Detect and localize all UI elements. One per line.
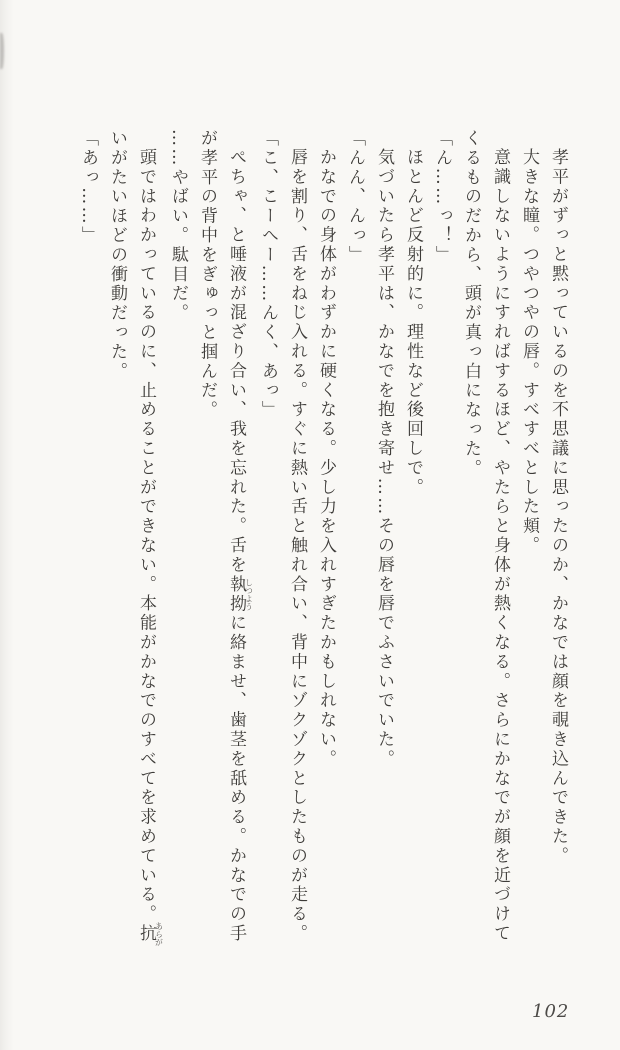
text-line — [131, 129, 163, 945]
text-run: 「ん……っ！」 — [432, 129, 452, 265]
text-run: 意識しないようにすればするほど、やたらと身体が熱くなる。さらにかなでが顔を近づけて — [490, 148, 510, 944]
text-line — [456, 129, 485, 945]
furigana-term: 執拗しつよう — [226, 574, 254, 614]
furigana-reading: あらが — [154, 921, 164, 946]
text-run: 大きな瞳。つやつやの唇。すべすべとした頬。 — [519, 148, 539, 556]
text-line — [192, 129, 221, 945]
text-line — [311, 129, 340, 945]
furigana-reading: しつよう — [244, 574, 254, 614]
text-line — [427, 129, 456, 945]
text-line — [340, 129, 369, 945]
text-run: 頭ではわかっているのに、止めることができない。本能がかなでのすべてを求めている。 — [136, 148, 156, 924]
text-run: 唇を割り、舌をねじ入れる。すぐに熱い舌と触れ合い、背中にゾクゾクとしたものが走る。 — [287, 148, 307, 944]
text-run: いがたいほどの衝動だった。 — [107, 129, 127, 382]
text-run: かなでの身体がわずかに硬くなる。少し力を入れすぎたかもしれない。 — [316, 148, 336, 769]
text-block — [73, 129, 572, 945]
text-run: 孝平がずっと黙っているのを不思議に思ったのか、かなでは顔を覗き込んできた。 — [548, 148, 568, 866]
text-line — [102, 129, 131, 945]
text-run: ぺちゃ、と唾液が混ざり合い、我を忘れた。舌を — [226, 148, 246, 575]
text-run: に絡ませ、歯茎を舐める。かなでの手 — [226, 613, 246, 944]
page-number: 102 — [532, 1001, 570, 1022]
text-line — [221, 129, 253, 945]
text-line — [369, 129, 398, 945]
left-edge-shadow — [0, 0, 14, 1050]
text-run: くるものだから、頭が真っ白になった。 — [461, 129, 481, 479]
text-run: 「こ、こーへー……んく、あっ」 — [258, 129, 278, 420]
text-line — [398, 129, 427, 945]
text-line — [73, 129, 102, 945]
text-run: が孝平の背中をぎゅっと掴んだ。 — [197, 129, 217, 420]
text-run: 「あっ……」 — [78, 129, 98, 246]
text-line — [514, 129, 543, 945]
text-run: ……やばい。駄目だ。 — [168, 129, 188, 323]
furigana-term: 抗あらが — [136, 921, 164, 946]
text-line — [282, 129, 311, 945]
scan-edge-mark — [0, 33, 4, 69]
text-line — [543, 129, 572, 945]
text-run: 「んん、んっ」 — [345, 129, 365, 265]
text-line — [485, 129, 514, 945]
text-line — [163, 129, 192, 945]
text-line — [253, 129, 282, 945]
text-run: 気づいたら孝平は、かなでを抱き寄せ……その唇を唇でふさいでいた。 — [374, 148, 394, 769]
text-run: ほとんど反射的に。理性など後回しで。 — [403, 148, 423, 498]
